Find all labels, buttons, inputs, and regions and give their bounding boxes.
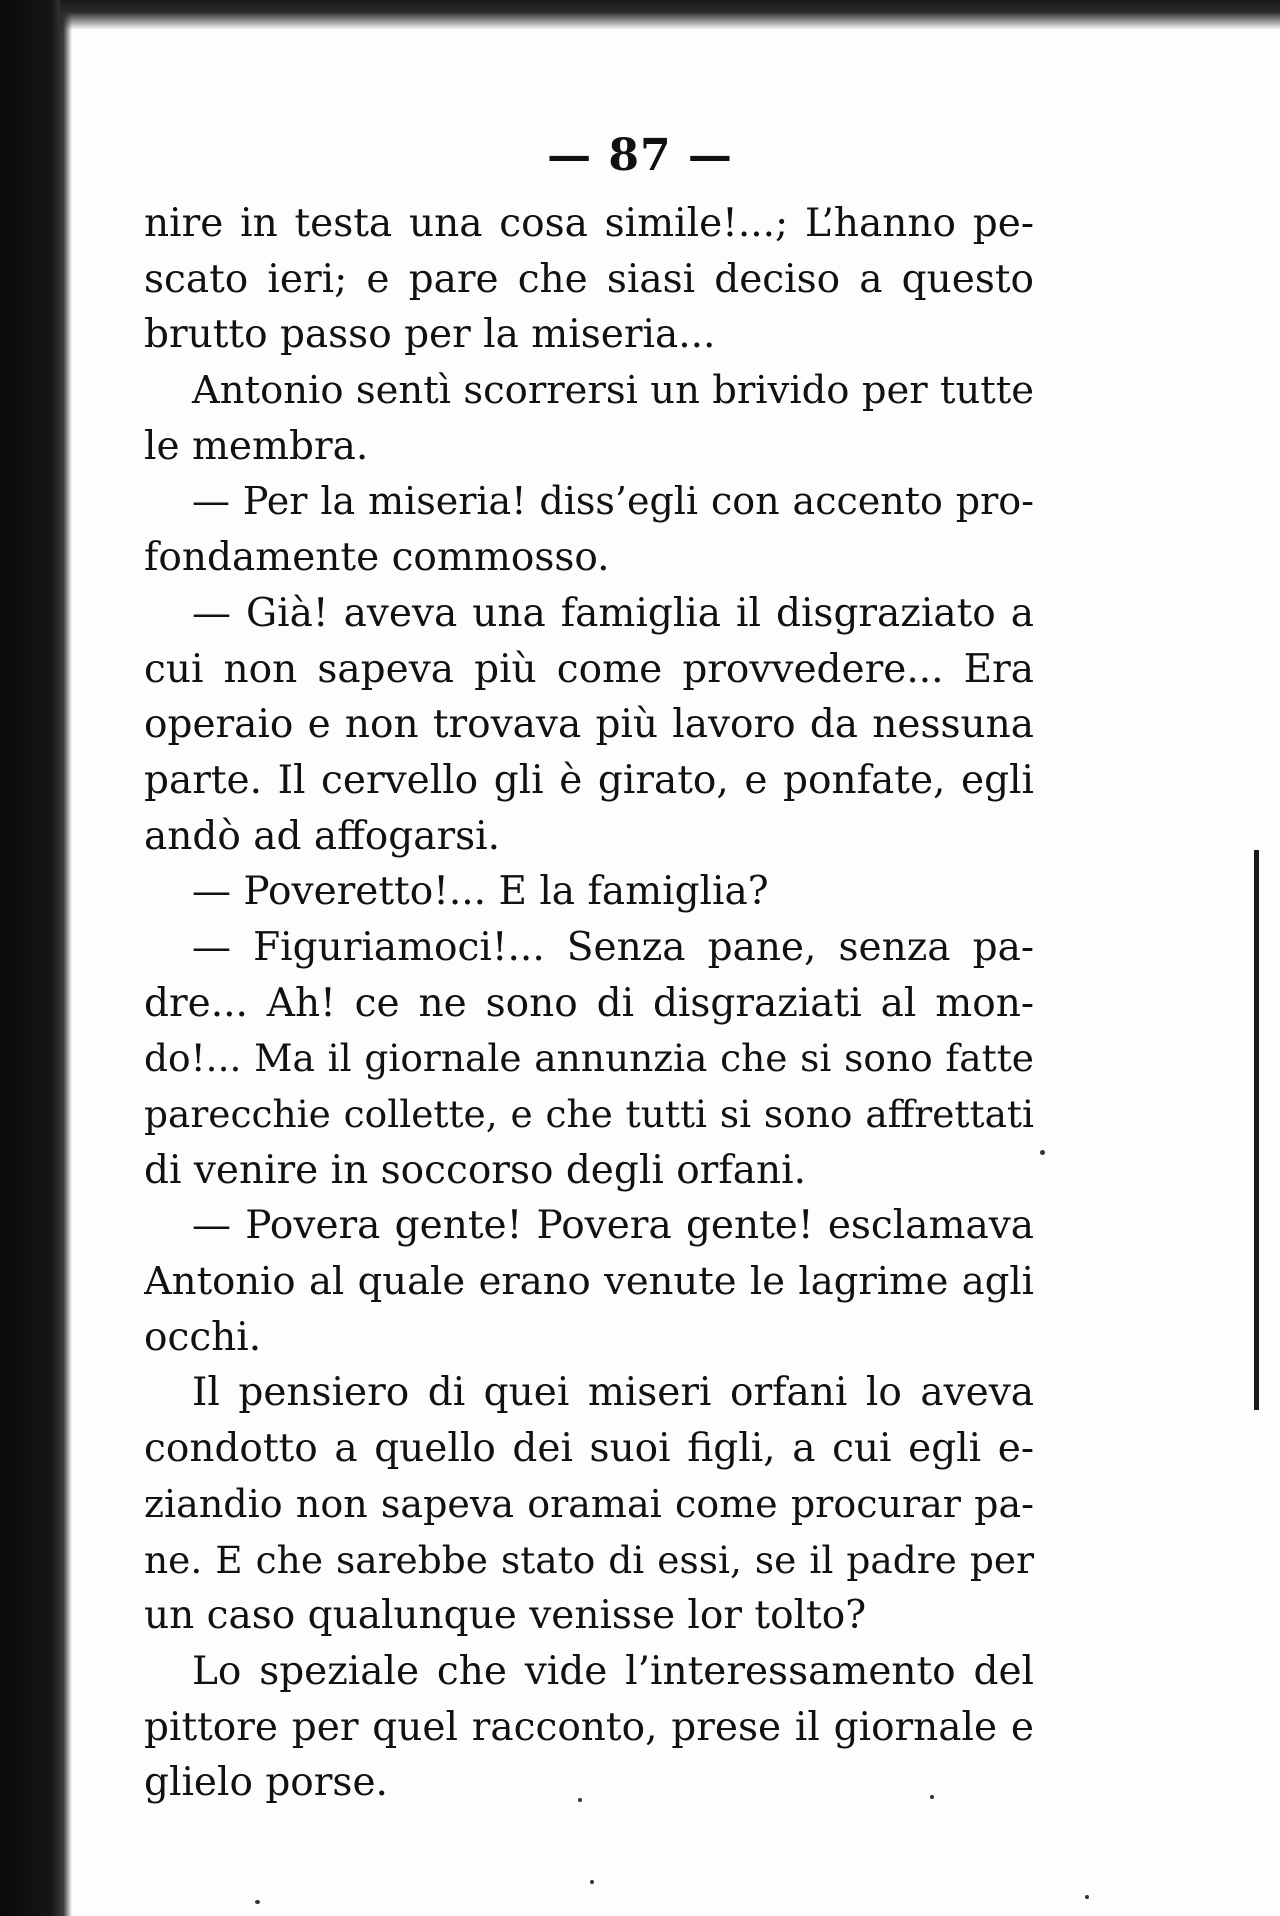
page-edge-mark — [1254, 850, 1259, 1410]
text-line: do!... Ma il giornale annunzia che si sono fatte — [144, 1036, 1034, 1081]
page-body-text — [144, 196, 1034, 1811]
text-line: pittore per quel racconto, prese il giornale e — [144, 1704, 1034, 1750]
text-line: le membra. — [144, 423, 369, 469]
text-line: fondamente commosso. — [144, 535, 610, 581]
page-number: — 87 — — [547, 130, 733, 181]
text-line: parte. Il cervello gli è girato, e ponfate, egli — [144, 757, 1034, 803]
text-line: — Poveretto!... E la famiglia? — [192, 869, 769, 915]
text-line: Antonio sentì scorrersi un brivido per tutte — [192, 368, 1034, 414]
text-line: nire in testa una cosa simile!...; L’hanno pe- — [144, 201, 1034, 246]
text-line: — Per la miseria! diss’egli con accento pro- — [192, 479, 1034, 524]
text-line: un caso qualunque venisse lor tolto? — [144, 1593, 867, 1639]
text-line: brutto passo per la miseria... — [144, 312, 716, 358]
text-line: Il pensiero di quei miseri orfani lo aveva — [192, 1370, 1034, 1416]
print-speck — [1040, 1150, 1045, 1155]
text-line: ziandio non sapeva oramai come procurar pa- — [144, 1481, 1034, 1526]
page-top-shadow — [60, 0, 1280, 30]
print-speck — [930, 1795, 934, 1799]
text-line: di venire in soccorso degli orfani. — [144, 1147, 806, 1193]
text-line: operaio e non trovava più lavoro da nessuna — [144, 702, 1034, 748]
print-speck — [578, 1798, 582, 1802]
text-line: dre... Ah! ce ne sono di disgraziati al mon- — [144, 980, 1034, 1026]
text-line: condotto a quello dei suoi figli, a cui egli e- — [144, 1426, 1034, 1472]
text-line: — Già! aveva una famiglia il disgraziato a — [192, 590, 1034, 636]
text-line: Lo speziale che vide l’interessamento del — [192, 1648, 1034, 1694]
text-line: — Povera gente! Povera gente! esclamava — [192, 1203, 1034, 1249]
text-line: scato ieri; e pare che siasi deciso a questo — [144, 256, 1034, 302]
text-line: glielo porse. — [144, 1760, 388, 1806]
page-binding-shadow — [0, 0, 72, 1916]
text-line: andò ad affogarsi. — [144, 813, 501, 859]
text-line: cui non sapeva più come provvedere... Era — [144, 646, 1034, 692]
print-speck — [1085, 1895, 1089, 1899]
text-line: — Figuriamoci!... Senza pane, senza pa- — [192, 924, 1034, 970]
text-line: occhi. — [144, 1314, 262, 1360]
print-speck — [590, 1880, 594, 1884]
print-speck — [255, 1900, 260, 1904]
text-line: parecchie collette, e che tutti si sono affrettati — [144, 1092, 1034, 1136]
text-line: Antonio al quale erano venute le lagrime agli — [144, 1259, 1034, 1305]
text-line: ne. E che sarebbe stato di essi, se il padre per — [144, 1537, 1034, 1582]
